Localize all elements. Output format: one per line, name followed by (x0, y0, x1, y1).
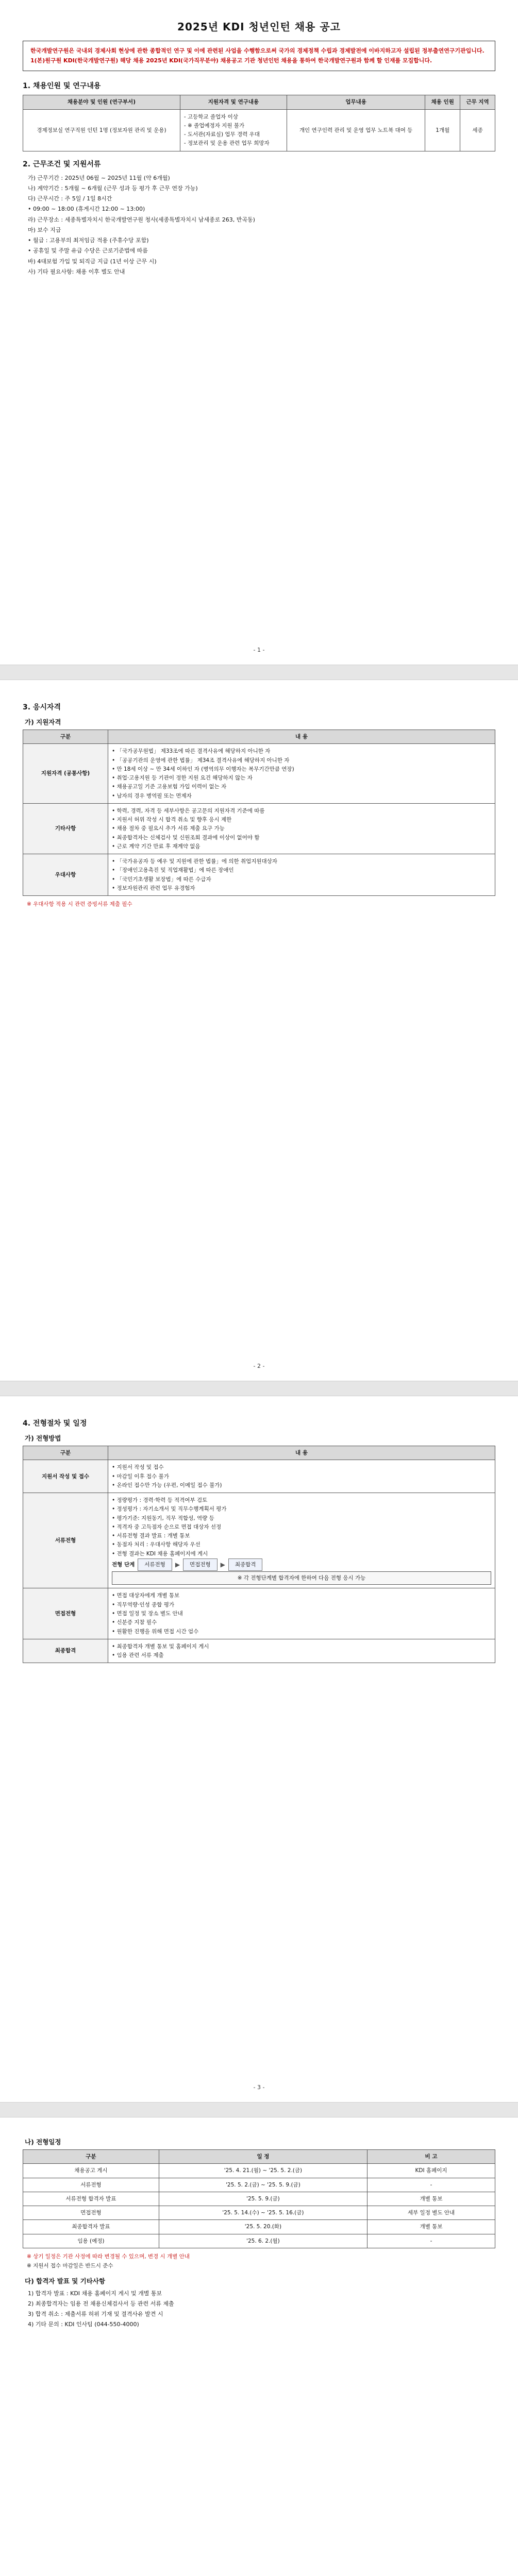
col-duties: 업무내용 (287, 95, 425, 109)
col-remark: 비 고 (367, 2150, 495, 2164)
table-row (23, 2192, 495, 2206)
page-2 (0, 680, 518, 1381)
col-count: 채용 인원 (425, 95, 460, 109)
content-line: • 신분증 지참 필수 (112, 1619, 157, 1626)
condition-line: 마) 보수 지급 (28, 226, 61, 233)
schedule-remark: 세부 일정 별도 안내 (367, 2206, 495, 2220)
eligibility-footnote: ※ 우대사항 적용 시 관련 증빙서류 제출 필수 (27, 901, 132, 908)
schedule-step: 서류전형 합격자 발표 (23, 2192, 159, 2206)
result-line: 2) 최종합격자는 임용 전 채용신체검사서 등 관련 서류 제출 (28, 2300, 174, 2307)
schedule-subtitle: 나) 전형일정 (25, 2138, 61, 2146)
content-line: • 정량평가 : 경력·학력 등 적격여부 검토 (112, 1497, 208, 1504)
flow-step: 최종합격 (228, 1558, 263, 1571)
content-line: • 지원서 작성 및 접수 (112, 1464, 164, 1471)
content-line: • 최종합격자는 신체검사 및 신원조회 결과에 이상이 없어야 함 (112, 834, 260, 841)
condition-line: • 월급 : 고용부의 최저임금 적용 (주휴수당 포함) (28, 237, 149, 244)
arrow-right-icon: ▶ (220, 1561, 225, 1568)
condition-line: 나) 계약기간 : 5개월 ~ 6개월 (근무 성과 등 평가 후 근무 연장 가능) (28, 184, 198, 192)
stage-callout: ※ 각 전형단계별 합격자에 한하여 다음 전형 응시 가능 (112, 1571, 491, 1585)
condition-line: 가) 근무기간 : 2025년 06월 ~ 2025년 11월 (약 6개월) (28, 174, 170, 181)
schedule-remark: 개별 통보 (367, 2192, 495, 2206)
row-content (108, 744, 495, 804)
result-line: 1) 합격자 발표 : KDI 채용 홈페이지 게시 및 개별 통보 (28, 2290, 162, 2297)
qual-line: - 정보관리 및 운용 관련 업무 희망자 (183, 140, 270, 147)
row-label: 면접전형 (23, 1588, 108, 1639)
selection-table (23, 1446, 495, 1663)
content-line: • 남자의 경우 병역필 또는 면제자 (112, 792, 192, 799)
schedule-step: 면접전형 (23, 2206, 159, 2220)
row-content (108, 1639, 495, 1663)
row-label: 지원자격 (공통사항) (23, 744, 108, 804)
content-line: • 적격자 중 고득점자 순으로 면접 대상자 선정 (112, 1523, 222, 1530)
content-line: • 원활한 진행을 위해 면접 시간 엄수 (112, 1628, 199, 1635)
schedule-step: 임용 (예정) (23, 2234, 159, 2248)
content-line: • 「국가공무원법」 제33조에 따른 결격사유에 해당하지 아니한 자 (112, 748, 271, 755)
duties-cell: 개인 연구인력 관리 및 운영 업무 노트북 대여 등 (287, 109, 425, 151)
flow-step: 서류전형 (138, 1558, 172, 1571)
condition-line: 바) 4대보험 가입 및 퇴직금 지급 (1년 이상 근무 시) (28, 258, 157, 265)
schedule-date: '25. 4. 21.(월) ~ '25. 5. 2.(금) (159, 2164, 367, 2178)
content-line: • 전형 결과는 KDI 채용 홈페이지에 게시 (112, 1550, 208, 1557)
row-label: 우대사항 (23, 854, 108, 896)
count-cell: 1개월 (425, 109, 460, 151)
table-row (23, 2206, 495, 2220)
page-3 (0, 1396, 518, 2102)
content-line: • 직무역량·인성 종합 평가 (112, 1601, 174, 1608)
content-line: • 정성평가 : 자기소개서 및 직무수행계획서 평가 (112, 1506, 227, 1513)
page-number: - 2 - (253, 1363, 265, 1369)
flow-title: 전형 단계 (112, 1561, 135, 1568)
col-category: 구분 (23, 1446, 108, 1460)
schedule-remark: 개별 통보 (367, 2220, 495, 2234)
content-line: • 면접 일정 및 장소 별도 안내 (112, 1610, 183, 1617)
result-subtitle: 다) 합격자 발표 및 기타사항 (25, 2277, 105, 2285)
content-line: • 마감일 이후 접수 불가 (112, 1473, 169, 1480)
result-line: 3) 합격 취소 : 제출서류 허위 기재 및 결격사유 발견 시 (28, 2311, 163, 2318)
row-content (108, 803, 495, 854)
eligibility-table (23, 730, 495, 896)
row-content (108, 1460, 495, 1493)
qual-line: - 도서관(자료실) 업무 경력 우대 (183, 131, 260, 138)
content-line: • 「공공기관의 운영에 관한 법률」 제34조 결격사유에 해당하지 아니한 자 (112, 757, 290, 764)
selection-flow (112, 1558, 491, 1571)
col-category: 구분 (23, 730, 108, 744)
content-line: • 최종합격자 개별 통보 및 홈페이지 게시 (112, 1643, 209, 1650)
content-line: • 만 18세 이상 ~ 만 34세 이하인 자 (병역의무 이행자는 복무기간만큼 연장) (112, 766, 294, 772)
content-line: • 「국가유공자 등 예우 및 지원에 관한 법률」에 의한 취업지원대상자 (112, 858, 277, 865)
section-4-title: 4. 전형절차 및 일정 (23, 1419, 87, 1428)
document-title: 2025년 KDI 청년인턴 채용 공고 (177, 21, 341, 33)
row-content (108, 854, 495, 896)
table-row (23, 2234, 495, 2248)
content-line: • 채용공고일 기준 고용보험 가입 이력이 없는 자 (112, 784, 227, 790)
row-content (108, 1493, 495, 1588)
content-line: • 지원서 허위 작성 시 합격 취소 및 향후 응시 제한 (112, 817, 232, 823)
col-region: 근무 지역 (460, 95, 495, 109)
eligibility-subtitle: 가) 지원자격 (25, 718, 61, 726)
content-line: • 동점자 처리 : 우대사항 해당자 우선 (112, 1541, 200, 1548)
table-row (23, 2220, 495, 2234)
content-line: • 학력, 경력, 자격 등 세부사항은 공고문의 지원자격 기준에 따름 (112, 807, 265, 814)
row-label: 지원서 작성 및 접수 (23, 1460, 108, 1493)
schedule-remark: - (367, 2178, 495, 2192)
condition-line: • 공휴일 및 주말 유급 수당은 근로기준법에 따름 (28, 247, 148, 255)
schedule-remark: KDI 홈페이지 (367, 2164, 495, 2178)
content-line: • 정보자원관리 관련 업무 유경험자 (112, 885, 195, 891)
content-line: • 「장애인고용촉진 및 직업재활법」에 따른 장애인 (112, 867, 234, 874)
col-step: 구분 (23, 2150, 159, 2164)
col-content: 내 용 (108, 1446, 495, 1460)
schedule-table (23, 2149, 495, 2248)
condition-line: 다) 근무시간 : 주 5일 / 1일 8시간 (28, 195, 112, 202)
schedule-step: 최종합격자 발표 (23, 2220, 159, 2234)
content-line: • 「국민기초생활 보장법」에 따른 수급자 (112, 876, 211, 883)
region-cell: 세종 (460, 109, 495, 151)
content-line: • 취업·고용지원 등 기관이 정한 지원 요건 해당하지 않는 자 (112, 775, 253, 782)
content-line: • 근로 계약 기간 만료 후 재계약 없음 (112, 843, 200, 850)
page-number: - 1 - (253, 647, 265, 653)
recruitment-table (23, 95, 495, 151)
note-line: ※ 상기 일정은 기관 사정에 따라 변경될 수 있으며, 변경 시 개별 안내 (27, 2253, 190, 2260)
row-content (108, 1588, 495, 1639)
section-1-title: 1. 채용인원 및 연구내용 (23, 82, 101, 91)
col-field: 채용분야 및 인원 (연구부서) (23, 95, 180, 109)
condition-line: • 09:00 ~ 18:00 (휴게시간 12:00 ~ 13:00) (28, 206, 145, 213)
qual-line: - 고등학교 졸업자 이상 (183, 113, 238, 120)
schedule-remark: - (367, 2234, 495, 2248)
schedule-date: '25. 5. 20.(화) (159, 2220, 367, 2234)
content-line: • 채용 절차 중 필요시 추가 서류 제출 요구 가능 (112, 825, 225, 832)
work-conditions (23, 173, 495, 277)
row-label: 기타사항 (23, 803, 108, 854)
content-line: • 서류전형 결과 발표 : 개별 통보 (112, 1533, 190, 1539)
schedule-date: '25. 5. 9.(금) (159, 2192, 367, 2206)
section-2-title: 2. 근무조건 및 지원서류 (23, 160, 101, 168)
schedule-date: '25. 5. 14.(수) ~ '25. 5. 16.(금) (159, 2206, 367, 2220)
qual-line: - ※ 졸업예정자 지원 불가 (183, 122, 245, 129)
section-3-title: 3. 응시자격 (23, 703, 61, 711)
result-line: 4) 기타 문의 : KDI 인사팀 (044-550-4000) (28, 2321, 139, 2328)
note-line: ※ 지원서 접수 마감일은 반드시 준수 (27, 2262, 113, 2269)
flow-step: 면접전형 (183, 1558, 218, 1571)
col-qualifications: 지원자격 및 연구내용 (180, 95, 287, 109)
arrow-right-icon: ▶ (175, 1561, 180, 1568)
condition-line: 라) 근무장소 : 세종특별자치시 한국개발연구원 청사(세종특별자치시 남세종로 263, 반곡동) (28, 216, 255, 223)
schedule-date: '25. 5. 2.(금) ~ '25. 5. 9.(금) (159, 2178, 367, 2192)
row-label: 서류전형 (23, 1493, 108, 1588)
row-label: 최종합격 (23, 1639, 108, 1663)
content-line: • 평가기준: 지원동기, 직무 적합성, 역량 등 (112, 1515, 214, 1521)
intro-notice: 한국개발연구원은 국내외 경제사회 현상에 관한 종합적인 연구 및 이에 관련된 사업을 수행함으로써 국가의 경제정책 수립과 경제발전에 이바지하고자 설립된 정부출연연구기관입니다. 1(본)원구원 KDI(한국개발연구원) 해당 채용 2025년 KDI(국가직무분야) 채용공고 기관 청년인턴 채용을 통하여 한국개발연구원과 함께 할 인재를 모집합니다. (23, 41, 495, 71)
schedule-step: 서류전형 (23, 2178, 159, 2192)
condition-line: 사) 기타 필요사항: 채용 이후 별도 안내 (28, 268, 125, 275)
page-number: - 3 - (253, 2084, 265, 2091)
page-4 (0, 2117, 518, 2576)
schedule-step: 채용공고 게시 (23, 2164, 159, 2178)
table-row (23, 2164, 495, 2178)
result-lines (23, 2289, 495, 2330)
schedule-date: '25. 6. 2.(월) (159, 2234, 367, 2248)
page-1 (0, 0, 518, 665)
content-line: • 임용 관련 서류 제출 (112, 1652, 164, 1659)
schedule-notes (23, 2252, 495, 2271)
content-line: • 온라인 접수만 가능 (우편, 이메일 접수 불가) (112, 1482, 222, 1488)
col-date: 일 정 (159, 2150, 367, 2164)
qualifications-cell (180, 109, 287, 151)
col-content: 내 용 (108, 730, 495, 744)
selection-method-subtitle: 가) 전형방법 (25, 1434, 61, 1442)
table-row (23, 2178, 495, 2192)
content-line: • 면접 대상자에게 개별 통보 (112, 1592, 180, 1599)
field-cell: 경제정보실 연구직원 인턴 1명 (정보자원 관리 및 운용) (23, 109, 180, 151)
